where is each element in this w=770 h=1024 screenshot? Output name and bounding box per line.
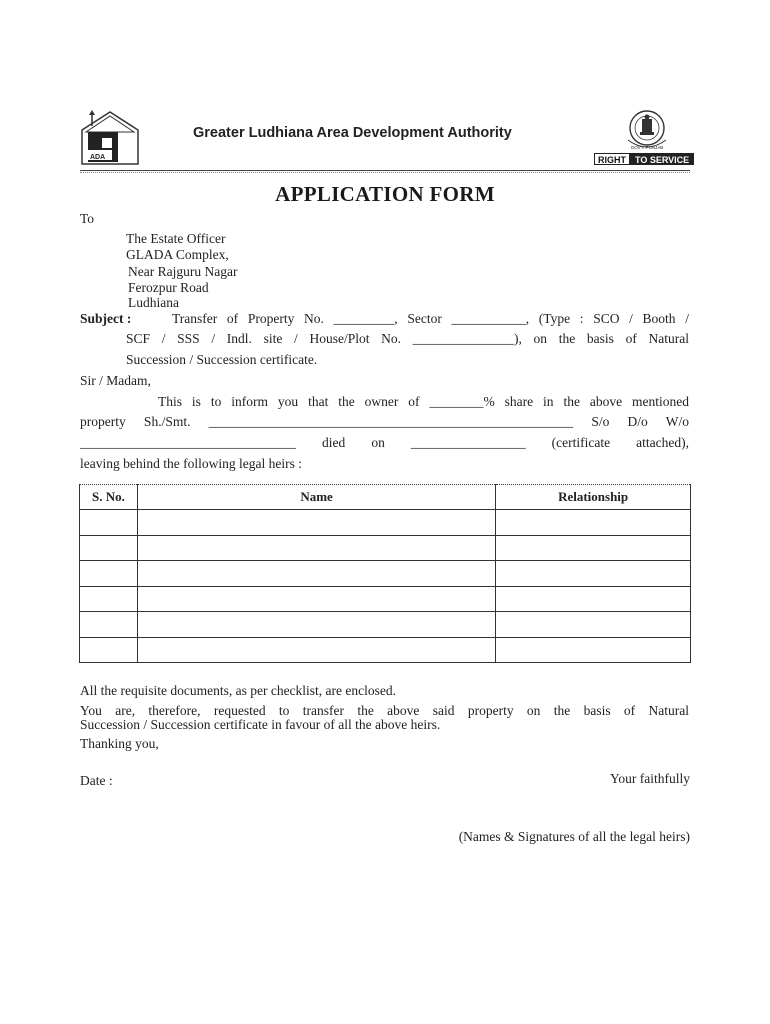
cell-relationship[interactable]	[496, 510, 691, 536]
cell-name[interactable]	[137, 561, 495, 587]
right-to-service-badge	[594, 153, 694, 165]
table-row	[80, 535, 691, 561]
table-row	[80, 561, 691, 587]
subject-line-1: Transfer of Property No. _________, Sector ___________, (Type : SCO / Booth /	[172, 311, 689, 326]
cell-sno[interactable]	[80, 535, 138, 561]
glada-logo	[80, 110, 140, 166]
cell-sno[interactable]	[80, 612, 138, 638]
address-line: Ludhiana	[128, 295, 179, 310]
cell-sno[interactable]	[80, 510, 138, 536]
legal-heirs-table	[79, 484, 691, 663]
cell-relationship[interactable]	[496, 561, 691, 587]
col-header-sno: S. No.	[80, 485, 138, 510]
col-header-relationship: Relationship	[496, 485, 691, 510]
address-line: Ferozpur Road	[128, 280, 209, 295]
cell-relationship[interactable]	[496, 612, 691, 638]
subject-line-3: Succession / Succession certificate.	[126, 352, 318, 367]
table-row	[80, 612, 691, 638]
body-line-2: property Sh./Smt. ______________________________________________________ S/o D/o W/o	[80, 414, 689, 429]
address-line: GLADA Complex,	[126, 247, 229, 262]
address-to: To	[80, 211, 95, 226]
yours-faithfully: Your faithfully	[609, 771, 690, 786]
cell-name[interactable]	[137, 612, 495, 638]
punjab-emblem	[624, 108, 670, 152]
closing-line-3: Succession / Succession certificate in favour of all the above heirs.	[80, 717, 441, 732]
cell-sno[interactable]	[80, 586, 138, 612]
cell-name[interactable]	[137, 586, 495, 612]
body-line-3: ________________________________ died on _________________ (certificate attached),	[80, 435, 689, 450]
subject-line-2: SCF / SSS / Indl. site / House/Plot No. _______________), on the basis of Natural	[126, 331, 689, 346]
address-line: The Estate Officer	[126, 231, 226, 246]
rts-service: TO SERVICE	[630, 153, 694, 165]
logo-text: ADA	[90, 154, 106, 161]
closing-line-1: All the requisite documents, as per checklist, are enclosed.	[80, 683, 397, 698]
cell-relationship[interactable]	[496, 586, 691, 612]
subject-label: Subject :	[80, 311, 132, 326]
cell-name[interactable]	[137, 510, 495, 536]
cell-relationship[interactable]	[496, 637, 691, 663]
emblem-text: GOVT. PUNJAB	[630, 145, 664, 150]
signatures-note: (Names & Signatures of all the legal heirs)	[458, 829, 690, 844]
form-title: APPLICATION FORM	[275, 182, 495, 206]
cell-sno[interactable]	[80, 637, 138, 663]
cell-sno[interactable]	[80, 561, 138, 587]
body-line-4: leaving behind the following legal heirs :	[80, 456, 302, 471]
header-divider-dotted	[80, 172, 690, 173]
cell-name[interactable]	[137, 637, 495, 663]
cell-name[interactable]	[137, 535, 495, 561]
address-line: Near Rajguru Nagar	[128, 264, 238, 279]
table-row	[80, 637, 691, 663]
table-header-row	[80, 485, 691, 510]
header-divider	[80, 170, 690, 171]
body-line-1: This is to inform you that the owner of ________% share in the above mentioned	[158, 394, 689, 409]
cell-relationship[interactable]	[496, 535, 691, 561]
table-row	[80, 510, 691, 536]
col-header-name: Name	[137, 485, 495, 510]
rts-right: RIGHT	[594, 153, 630, 165]
salutation: Sir / Madam,	[80, 373, 151, 388]
thanking-you: Thanking you,	[80, 736, 159, 751]
closing-line-2: You are, therefore, requested to transfer the above said property on the basis of Natural	[80, 703, 689, 718]
date-label: Date :	[80, 773, 113, 788]
organization-name: Greater Ludhiana Area Development Authority	[193, 125, 512, 141]
table-row	[80, 586, 691, 612]
